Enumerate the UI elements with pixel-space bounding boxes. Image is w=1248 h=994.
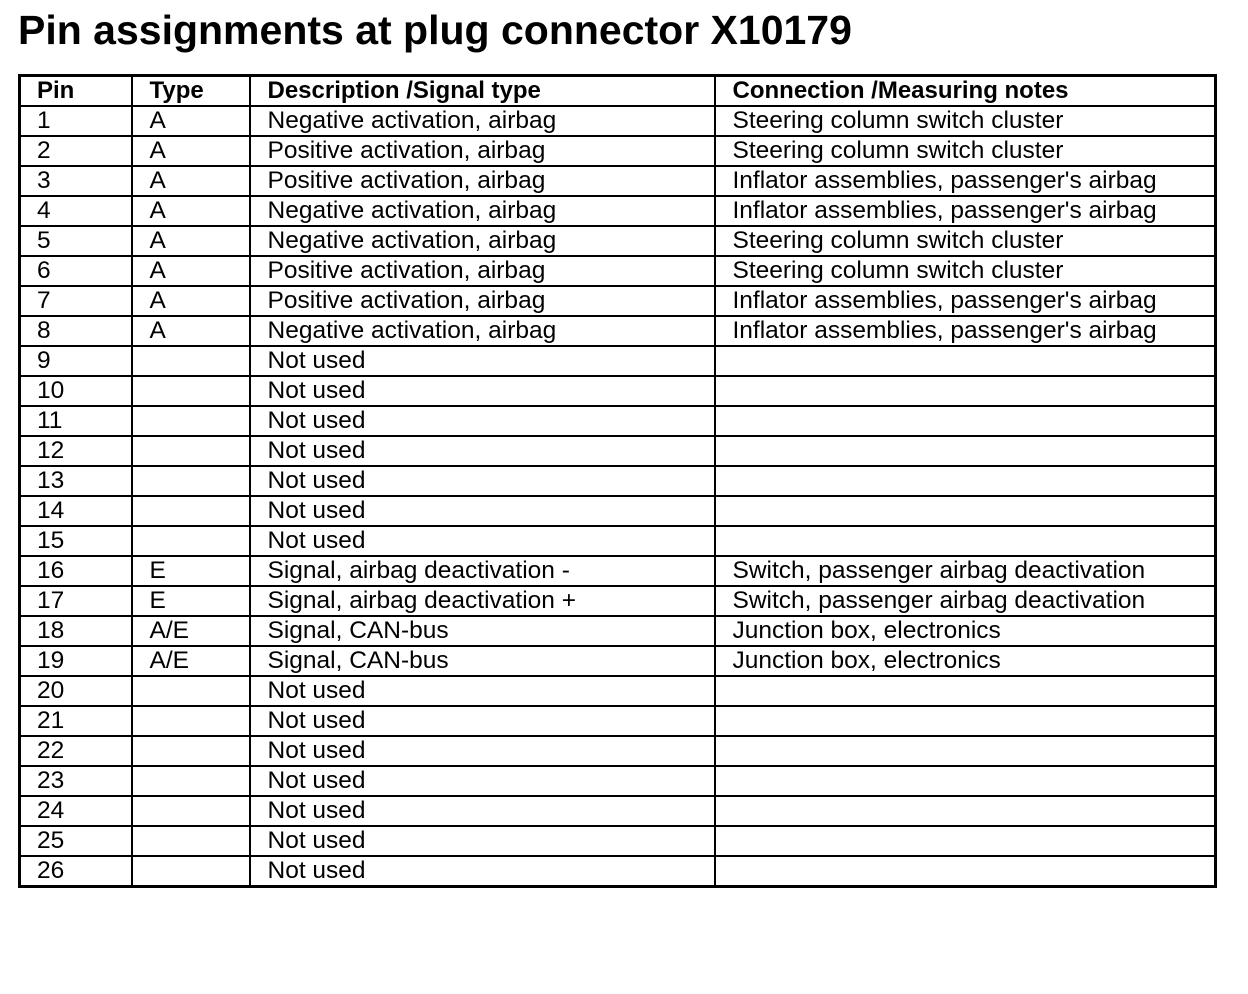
table-row <box>20 736 1216 766</box>
cell-description: Not used <box>250 856 715 887</box>
column-header-description: Description /Signal type <box>250 76 715 107</box>
cell-pin: 14 <box>20 496 132 526</box>
cell-type: A/E <box>132 616 250 646</box>
cell-description: Signal, CAN-bus <box>250 646 715 676</box>
cell-type <box>132 496 250 526</box>
cell-description: Signal, airbag deactivation - <box>250 556 715 586</box>
column-header-type: Type <box>132 76 250 107</box>
cell-pin: 12 <box>20 436 132 466</box>
page-title: Pin assignments at plug connector X10179 <box>18 7 852 53</box>
cell-type: A/E <box>132 646 250 676</box>
table-row <box>20 616 1216 646</box>
table-row <box>20 226 1216 256</box>
cell-description: Negative activation, airbag <box>250 196 715 226</box>
cell-pin: 25 <box>20 826 132 856</box>
cell-pin: 13 <box>20 466 132 496</box>
cell-pin: 16 <box>20 556 132 586</box>
cell-connection: Inflator assemblies, passenger's airbag <box>715 286 1216 316</box>
table-row <box>20 796 1216 826</box>
table-row <box>20 826 1216 856</box>
table-row <box>20 766 1216 796</box>
table-row <box>20 526 1216 556</box>
cell-connection <box>715 406 1216 436</box>
cell-connection: Junction box, electronics <box>715 616 1216 646</box>
cell-connection <box>715 706 1216 736</box>
cell-pin: 18 <box>20 616 132 646</box>
cell-pin: 19 <box>20 646 132 676</box>
cell-type <box>132 346 250 376</box>
table-row <box>20 676 1216 706</box>
cell-type: A <box>132 196 250 226</box>
cell-pin: 20 <box>20 676 132 706</box>
cell-connection <box>715 466 1216 496</box>
table-row <box>20 106 1216 136</box>
cell-description: Not used <box>250 466 715 496</box>
table-row <box>20 856 1216 887</box>
cell-description: Not used <box>250 376 715 406</box>
cell-type <box>132 766 250 796</box>
table-row <box>20 646 1216 676</box>
cell-connection <box>715 826 1216 856</box>
cell-pin: 5 <box>20 226 132 256</box>
cell-connection: Steering column switch cluster <box>715 106 1216 136</box>
cell-description: Positive activation, airbag <box>250 166 715 196</box>
cell-connection: Inflator assemblies, passenger's airbag <box>715 166 1216 196</box>
cell-pin: 8 <box>20 316 132 346</box>
cell-type: A <box>132 316 250 346</box>
cell-connection <box>715 376 1216 406</box>
table-row <box>20 436 1216 466</box>
cell-connection <box>715 346 1216 376</box>
cell-description: Positive activation, airbag <box>250 136 715 166</box>
table-row <box>20 286 1216 316</box>
table-row <box>20 586 1216 616</box>
cell-connection: Inflator assemblies, passenger's airbag <box>715 316 1216 346</box>
cell-connection <box>715 796 1216 826</box>
cell-description: Not used <box>250 706 715 736</box>
cell-description: Not used <box>250 496 715 526</box>
table-row <box>20 256 1216 286</box>
pin-assignment-table <box>18 74 1217 888</box>
cell-description: Negative activation, airbag <box>250 316 715 346</box>
cell-pin: 7 <box>20 286 132 316</box>
table-row <box>20 556 1216 586</box>
cell-description: Not used <box>250 526 715 556</box>
cell-connection <box>715 526 1216 556</box>
cell-type <box>132 466 250 496</box>
cell-type <box>132 676 250 706</box>
cell-pin: 11 <box>20 406 132 436</box>
cell-connection <box>715 496 1216 526</box>
cell-pin: 15 <box>20 526 132 556</box>
cell-connection: Steering column switch cluster <box>715 256 1216 286</box>
cell-pin: 10 <box>20 376 132 406</box>
cell-type <box>132 406 250 436</box>
cell-connection: Switch, passenger airbag deactivation <box>715 586 1216 616</box>
cell-pin: 26 <box>20 856 132 887</box>
table-row <box>20 346 1216 376</box>
table-row <box>20 196 1216 226</box>
cell-description: Positive activation, airbag <box>250 286 715 316</box>
cell-description: Signal, airbag deactivation + <box>250 586 715 616</box>
cell-connection: Inflator assemblies, passenger's airbag <box>715 196 1216 226</box>
cell-pin: 17 <box>20 586 132 616</box>
column-header-connection: Connection /Measuring notes <box>715 76 1216 107</box>
cell-connection <box>715 436 1216 466</box>
cell-pin: 24 <box>20 796 132 826</box>
cell-pin: 1 <box>20 106 132 136</box>
cell-connection: Junction box, electronics <box>715 646 1216 676</box>
cell-pin: 4 <box>20 196 132 226</box>
cell-pin: 2 <box>20 136 132 166</box>
cell-connection: Steering column switch cluster <box>715 136 1216 166</box>
table-row <box>20 406 1216 436</box>
table-header-row <box>20 76 1216 107</box>
cell-description: Not used <box>250 676 715 706</box>
cell-type: E <box>132 556 250 586</box>
cell-description: Signal, CAN-bus <box>250 616 715 646</box>
cell-type <box>132 706 250 736</box>
table-row <box>20 376 1216 406</box>
cell-description: Not used <box>250 406 715 436</box>
cell-pin: 9 <box>20 346 132 376</box>
cell-pin: 22 <box>20 736 132 766</box>
cell-description: Not used <box>250 736 715 766</box>
cell-type <box>132 436 250 466</box>
cell-connection: Steering column switch cluster <box>715 226 1216 256</box>
cell-connection <box>715 766 1216 796</box>
cell-type <box>132 826 250 856</box>
cell-description: Not used <box>250 436 715 466</box>
cell-type <box>132 856 250 887</box>
cell-type: A <box>132 106 250 136</box>
table-row <box>20 466 1216 496</box>
table-row <box>20 316 1216 346</box>
cell-pin: 21 <box>20 706 132 736</box>
cell-type <box>132 796 250 826</box>
cell-type <box>132 736 250 766</box>
cell-type: A <box>132 226 250 256</box>
cell-pin: 3 <box>20 166 132 196</box>
cell-description: Not used <box>250 796 715 826</box>
cell-connection <box>715 676 1216 706</box>
cell-pin: 6 <box>20 256 132 286</box>
cell-connection: Switch, passenger airbag deactivation <box>715 556 1216 586</box>
table-row <box>20 706 1216 736</box>
cell-connection <box>715 736 1216 766</box>
cell-description: Not used <box>250 826 715 856</box>
cell-type: A <box>132 286 250 316</box>
column-header-pin: Pin <box>20 76 132 107</box>
cell-connection <box>715 856 1216 887</box>
cell-description: Negative activation, airbag <box>250 226 715 256</box>
cell-type: A <box>132 256 250 286</box>
cell-description: Positive activation, airbag <box>250 256 715 286</box>
table-row <box>20 496 1216 526</box>
cell-type: A <box>132 136 250 166</box>
cell-description: Not used <box>250 766 715 796</box>
table-row <box>20 166 1216 196</box>
cell-description: Negative activation, airbag <box>250 106 715 136</box>
cell-type <box>132 526 250 556</box>
cell-type <box>132 376 250 406</box>
table-row <box>20 136 1216 166</box>
cell-description: Not used <box>250 346 715 376</box>
table-body <box>20 106 1216 887</box>
cell-type: A <box>132 166 250 196</box>
cell-pin: 23 <box>20 766 132 796</box>
cell-type: E <box>132 586 250 616</box>
